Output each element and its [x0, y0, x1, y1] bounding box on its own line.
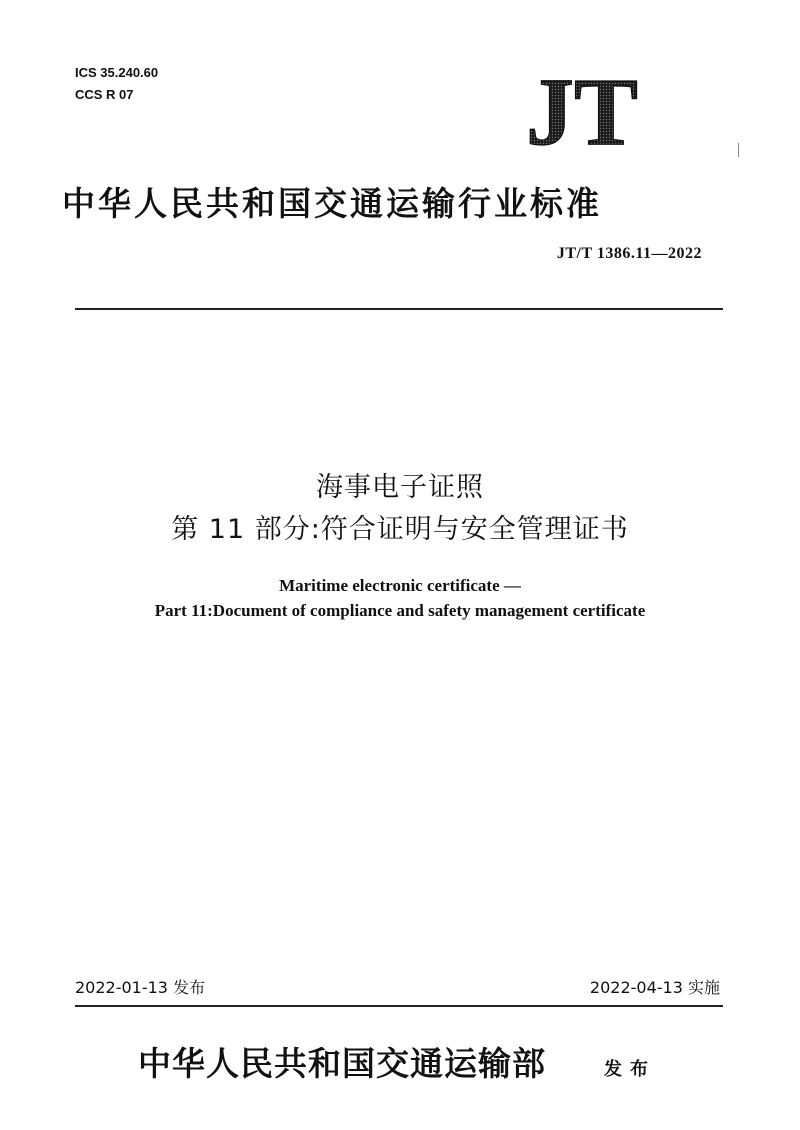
issue-verb: 发布 — [604, 1059, 656, 1080]
logo-text: JT — [526, 70, 639, 146]
footer-rule — [75, 1005, 723, 1007]
standard-category: 中华人民共和国交通运输行业标准 — [62, 184, 602, 223]
title-en-line2: Part 11:Document of compliance and safety management certificate — [154, 601, 646, 620]
standard-number: JT/T 1386.11—2022 — [556, 245, 702, 262]
title-cn-line2: 第 11 部分:符合证明与安全管理证书 — [171, 514, 629, 545]
edge-mark — [738, 143, 739, 157]
jt-logo — [524, 70, 680, 146]
effective-date: 2022-04-13 实施 — [589, 978, 720, 997]
title-cn-line1: 海事电子证照 — [316, 472, 484, 503]
classification-codes — [75, 62, 158, 106]
ccs-code: CCS R 07 — [75, 87, 134, 102]
header-rule — [75, 308, 723, 310]
title-en-line1: Maritime electronic certificate — — [279, 576, 521, 595]
issuing-authority: 中华人民共和国交通运输部 — [138, 1044, 546, 1083]
issue-date: 2022-01-13 发布 — [75, 978, 206, 997]
ics-code: ICS 35.240.60 — [75, 65, 159, 80]
